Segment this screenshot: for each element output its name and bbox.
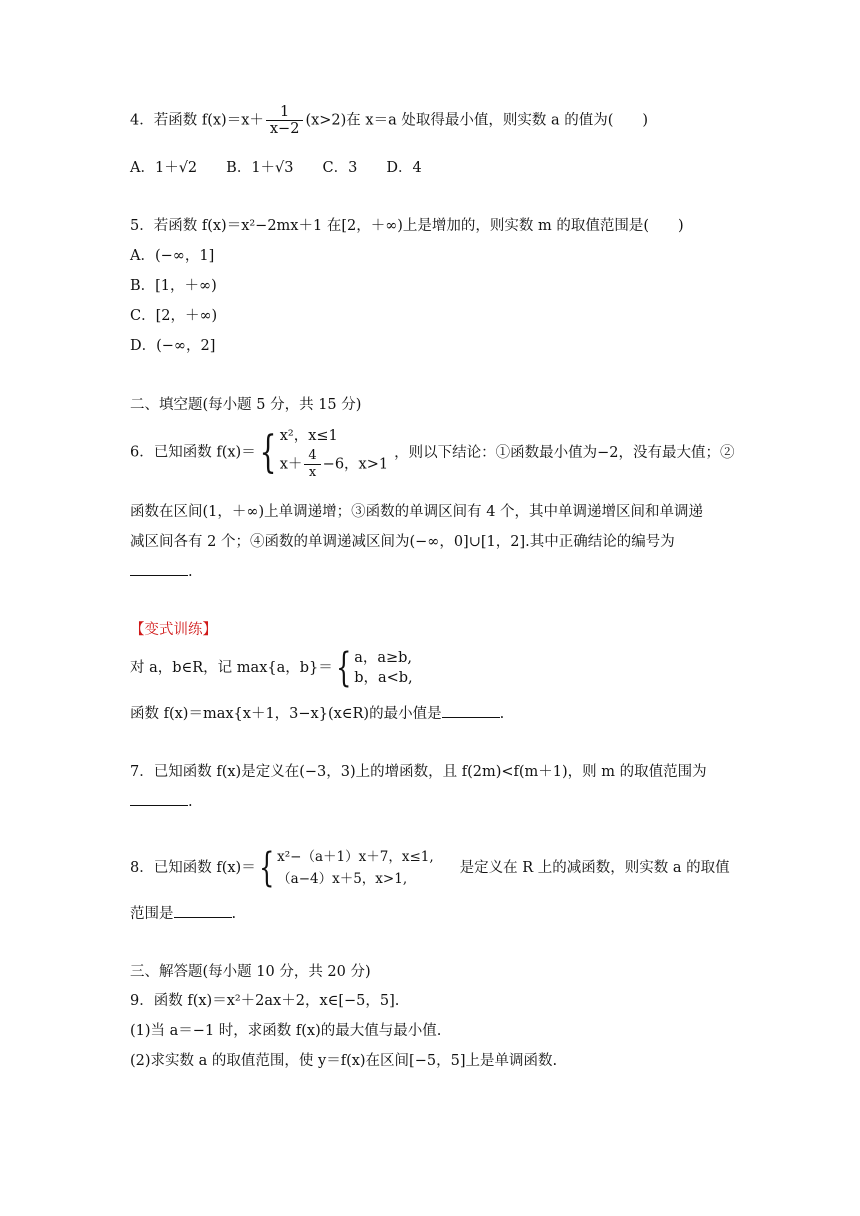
q6-answer-line: . xyxy=(130,562,193,582)
q6-case-1: x²，x≤1 xyxy=(279,428,338,444)
q6-case-2: x＋ $\frac{4}{x}$ −6，x>1 xyxy=(279,448,389,480)
q8-line-2: 范围是 . xyxy=(130,906,237,922)
q8-case-1: x²−（a＋1）x＋7，x≤1, xyxy=(277,849,434,865)
section-3-heading: 三、解答题(每小题 10 分，共 20 分) xyxy=(130,964,371,980)
q6-brace: { xyxy=(259,426,277,478)
question-4 xyxy=(130,104,648,137)
variant-cases xyxy=(354,648,412,688)
variant-stem-pre: 对 a，b∈R，记 max{a，b}＝ xyxy=(130,660,333,676)
q5-option-b: B．[1，＋∞) xyxy=(130,278,217,294)
q8-stem-post: 是定义在 R 上的减函数，则实数 a 的取值 xyxy=(459,860,730,876)
variant-question: 函数 f(x)＝max{x＋1，3−x}(x∈R)的最小值是 . xyxy=(130,706,505,722)
q8-answer-blank[interactable] xyxy=(174,905,232,918)
question-9: 9．函数 f(x)＝x²＋2ax＋2，x∈[−5，5]. xyxy=(130,993,400,1009)
q6-stem-pre: 6．已知函数 f(x)＝ xyxy=(130,444,256,461)
q5-option-d: D．(−∞，2] xyxy=(130,338,216,354)
question-6 xyxy=(130,424,734,484)
q5-option-a: A．(−∞，1] xyxy=(130,248,215,264)
section-2-heading: 二、填空题(每小题 5 分，共 15 分) xyxy=(130,397,362,413)
q7-answer-blank[interactable] xyxy=(130,793,188,806)
q4-stem-pre: 4．若函数 f(x)＝x＋ xyxy=(130,112,264,129)
q8-brace: { xyxy=(258,845,275,891)
q6-line-2: 函数在区间(1，＋∞)上单调递增；③函数的单调区间有 4 个，其中单调递增区间和单调递 xyxy=(130,504,704,520)
q6-cases xyxy=(280,424,388,481)
q6-line-3: 减区间各有 2 个；④函数的单调递减区间为(−∞，0]∪[1，2].其中正确结论的编号为 xyxy=(130,534,675,550)
variant-case-2: b，a<b, xyxy=(354,670,413,686)
q6-stem-post: ，则以下结论：①函数最小值为−2，没有最大值；② xyxy=(394,444,735,461)
variant-case-1: a，a≥b, xyxy=(354,650,413,666)
q6-answer-blank[interactable] xyxy=(130,563,188,576)
q7-answer-line: . xyxy=(130,792,193,812)
q8-case-2: （a−4）x＋5，x>1, xyxy=(277,871,408,887)
q8-stem-pre: 8．已知函数 f(x)＝ xyxy=(130,860,256,876)
q9-part-1: (1)当 a＝−1 时，求函数 f(x)的最大值与最小值. xyxy=(130,1023,442,1039)
variant-definition xyxy=(130,645,413,696)
q8-cases xyxy=(277,846,433,890)
q4-options: A．1＋√2 B．1＋√3 C．3 D．4 xyxy=(130,160,422,176)
q5-option-c: C．[2，＋∞) xyxy=(130,308,218,324)
variant-answer-blank[interactable] xyxy=(442,705,500,718)
question-7: 7．已知函数 f(x)是定义在(−3，3)上的增函数，且 f(2m)<f(m＋1)，则 m 的取值范围为 xyxy=(130,764,707,780)
question-5: 5．若函数 f(x)＝x²−2mx＋1 在[2，＋∞)上是增加的，则实数 m 的取值范围是( ) xyxy=(130,218,684,234)
q4-fraction: $\frac{1}{x-2}$ xyxy=(266,104,304,137)
q4-stem-post: (x>2)在 x＝a 处取得最小值，则实数 a 的值为( ) xyxy=(305,112,649,129)
q9-part-2: (2)求实数 a 的取值范围，使 y＝f(x)在区间[−5，5]上是单调函数. xyxy=(130,1053,558,1069)
question-8 xyxy=(130,846,730,896)
variant-title: 【变式训练】 xyxy=(130,622,217,638)
variant-brace: { xyxy=(335,645,352,691)
